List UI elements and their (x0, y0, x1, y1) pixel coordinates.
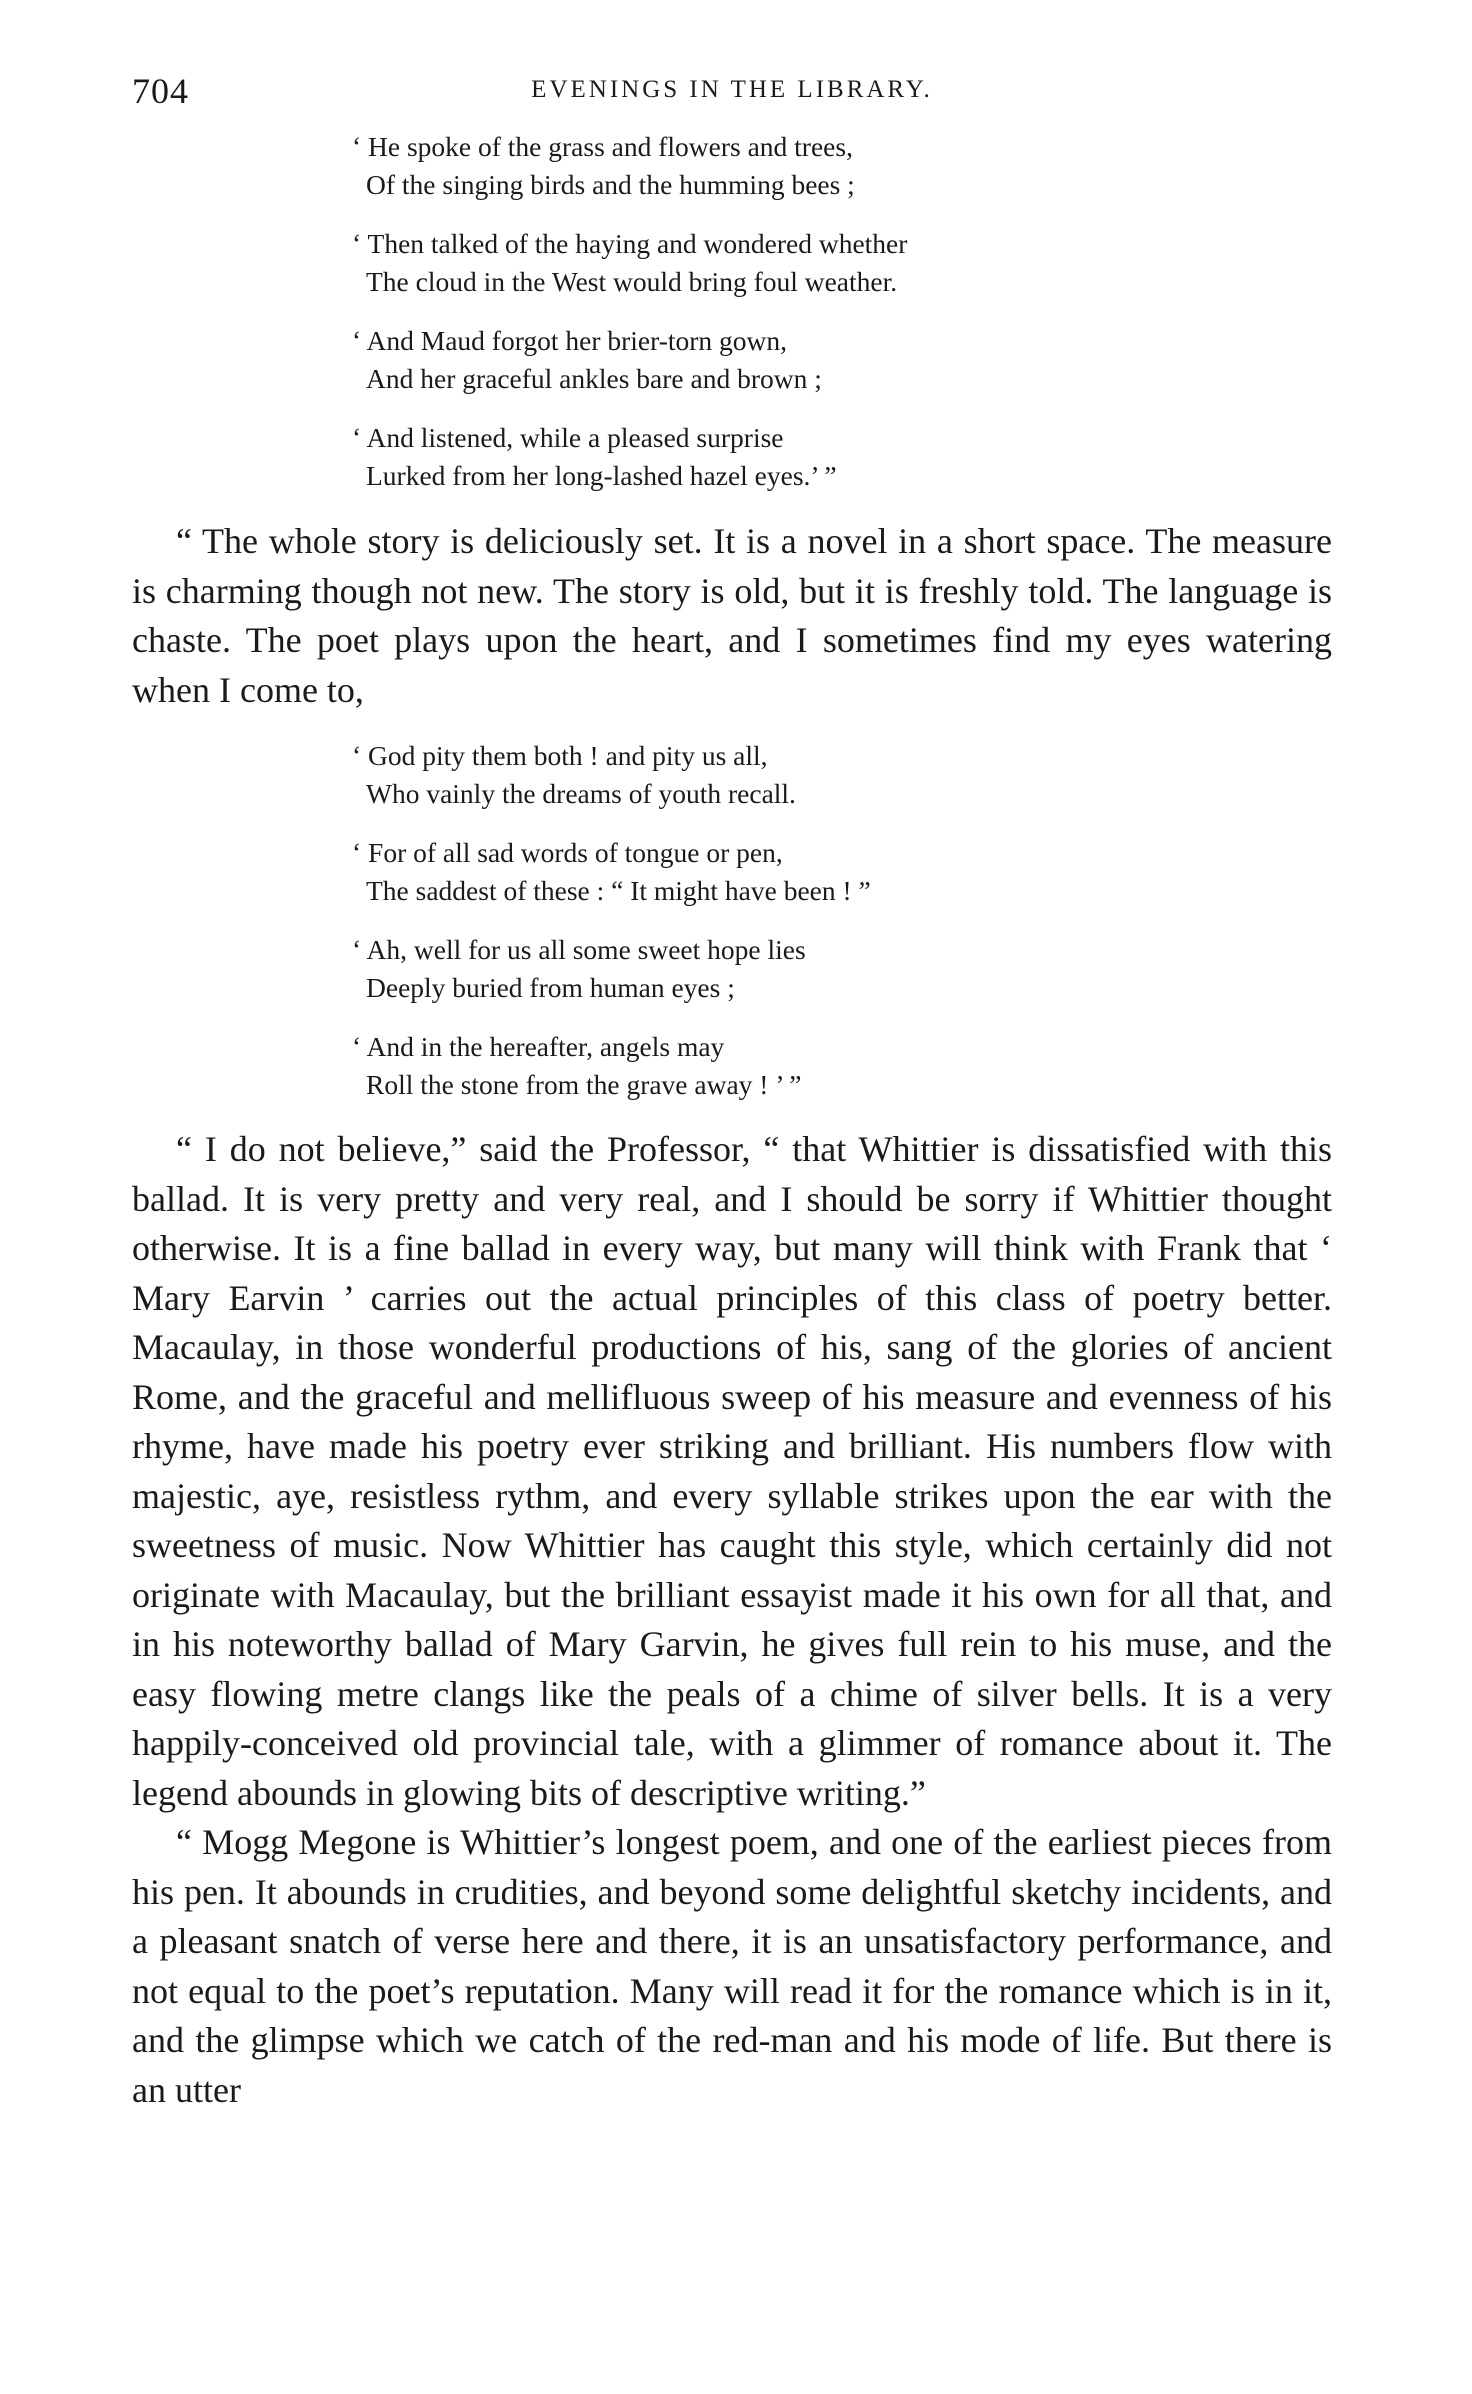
verse-line: ‘ Then talked of the haying and wondered whether (352, 228, 908, 259)
verse-line: ‘ Ah, well for us all some sweet hope lies (352, 934, 806, 965)
verse-block-2 (352, 737, 1332, 1104)
running-title: EVENINGS IN THE LIBRARY. (531, 76, 933, 103)
verse-line: ‘ And Maud forgot her brier-torn gown, (352, 325, 788, 356)
stanza (352, 737, 1332, 813)
paragraph-1: “ The whole story is deliciously set. It is a novel in a short space. The measure is charming though not new. The story is old, but it is freshly told. The language is chaste. The poet plays upon the heart, and I sometimes find my eyes watering when I come to, (132, 521, 1332, 710)
verse-block-1 (352, 128, 1332, 495)
verse-line: And her graceful ankles bare and brown ; (366, 363, 822, 394)
stanza (352, 1028, 1332, 1104)
page-number: 704 (132, 71, 189, 111)
stanza (352, 225, 1332, 301)
verse-line: ‘ And listened, while a pleased surprise (352, 422, 784, 453)
verse-line: ‘ For of all sad words of tongue or pen, (352, 837, 783, 868)
paragraph-3: “ Mogg Megone is Whittier’s longest poem, and one of the earliest pieces from his pen. It abounds in crudities, and beyond some delightful sketchy incidents, and a pleasant snatch of verse here and there, it is an unsatisfactory performance, and not equal to the poet’s reputation. Many will read it for the romance which is in it, and the glimpse which we catch of the red-man and his mode of life. But there is an utter (132, 1822, 1332, 2110)
verse-line: Roll the stone from the grave away ! ’ ” (366, 1069, 802, 1100)
stanza (352, 931, 1332, 1007)
book-page (132, 60, 1332, 2115)
stanza (352, 322, 1332, 398)
verse-line: Deeply buried from human eyes ; (366, 972, 735, 1003)
paragraph-2: “ I do not believe,” said the Professor, “ that Whittier is dissatisfied with this ballad. It is very pretty and very real, and I should be sorry if Whittier thought otherwise. It is a fine ballad in every way, but many will think with Frank that ‘ Mary Earvin ’ carries out the actual principles of this class of poetry better. Macaulay, in those wonderful productions of his, sang of the glories of ancient Rome, and the graceful and mellifluous sweep of his measure and evenness of his rhyme, have made his poetry ever striking and brilliant. His numbers flow with majestic, aye, resistless rythm, and every syllable strikes upon the ear with the sweetness of music. Now Whittier has caught this style, which certainly did not originate with Macaulay, but the brilliant essayist made it his own for all that, and in his noteworthy ballad of Mary Garvin, he gives full rein to his muse, and the easy flowing metre clangs like the peals of a chime of silver bells. It is a very happily-conceived old provincial tale, with a glimmer of romance about it. The legend abounds in glowing bits of descriptive writing.” (132, 1129, 1332, 1813)
verse-line: The cloud in the West would bring foul weather. (366, 266, 898, 297)
stanza (352, 128, 1332, 204)
verse-line: Lurked from her long-lashed hazel eyes.’ ” (366, 460, 837, 491)
verse-line: The saddest of these : “ It might have been ! ” (366, 875, 871, 906)
verse-line: ‘ God pity them both ! and pity us all, (352, 740, 768, 771)
page-header (132, 60, 1332, 120)
verse-line: ‘ And in the hereafter, angels may (352, 1031, 725, 1062)
stanza (352, 834, 1332, 910)
verse-line: ‘ He spoke of the grass and flowers and trees, (352, 131, 853, 162)
verse-line: Of the singing birds and the humming bees ; (366, 169, 855, 200)
verse-line: Who vainly the dreams of youth recall. (366, 778, 796, 809)
stanza (352, 419, 1332, 495)
